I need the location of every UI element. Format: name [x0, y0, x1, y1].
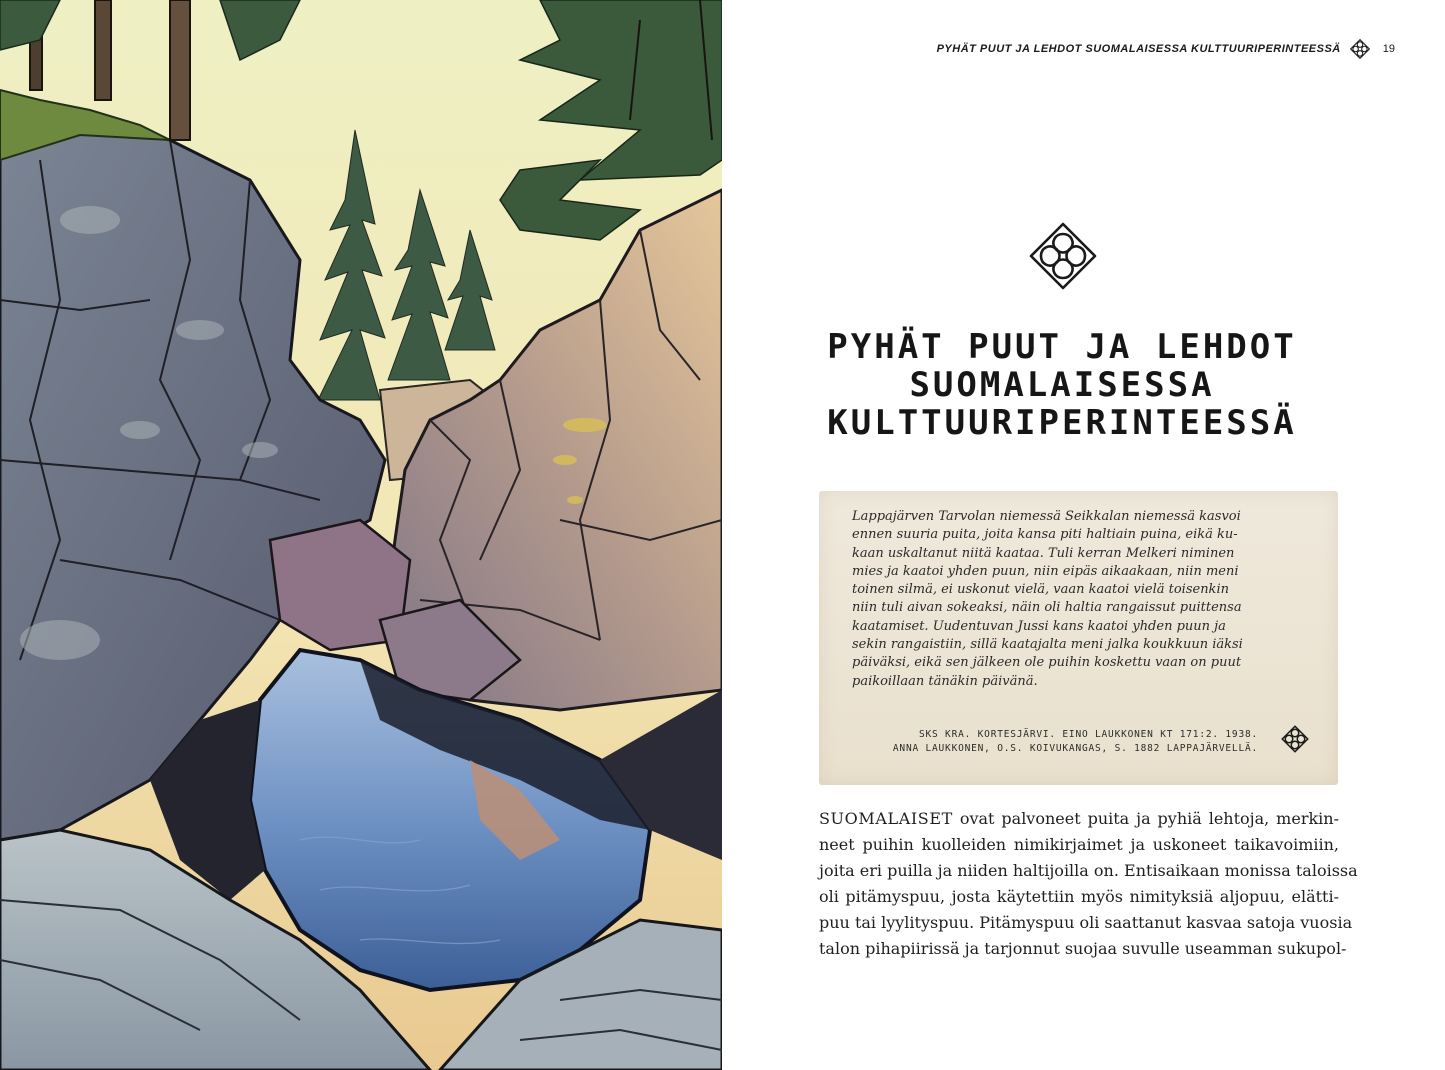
body-first-word: SUOMALAISET: [819, 809, 953, 828]
body-line: neet puihin kuolleiden nimikirjaimet ja uskoneet taikavoimiin,: [819, 835, 1339, 854]
folklore-quote-box: [819, 491, 1338, 785]
quote-line: niin tuli aivan sokeaksi, näin oli haltia rangaissut puittensa: [852, 600, 1242, 616]
body-line: talon pihapiirissä ja tarjonnut suojaa suvulle useamman sukupol-: [819, 939, 1347, 958]
quote-line: päiväksi, eikä sen jälkeen ole puihin koskettu vaan on puut: [852, 655, 1242, 671]
chapter-title: [782, 328, 1342, 442]
body-first-line-rest: ovat palvoneet puita ja pyhiä lehtoja, merkin-: [952, 809, 1339, 828]
body-line: [819, 806, 1339, 832]
quote-line: kaan uskaltanut niitä kaataa. Tuli kerran Melkeri niminen: [852, 545, 1235, 561]
page-number: 19: [1382, 43, 1395, 55]
quote-line: ennen suuria puita, joita kansa piti haltiain puina, eikä ku-: [852, 527, 1238, 543]
quote-text: [852, 508, 1322, 691]
running-head-title: PYHÄT PUUT JA LEHDOT SUOMALAISESSA KULTTUURIPERINTEESSÄ: [936, 43, 1341, 55]
body-line: puu tai lyylityspuu. Pitämyspuu oli saattanut kasvaa satoja vuosia: [819, 913, 1353, 932]
celtic-knot-icon: [1027, 220, 1099, 292]
forest-gorge-illustration: [0, 0, 722, 1070]
quote-line: kaatamiset. Uudentuvan Jussi kans kaatoi yhden puun ja: [852, 618, 1226, 634]
quote-line: Lappajärven Tarvolan niemessä Seikkalan niemessä kasvoi: [852, 509, 1241, 524]
quote-line: paikoillaan tänäkin päivänä.: [852, 673, 1038, 689]
chapter-title-line: KULTTUURIPERINTEESSÄ: [827, 403, 1297, 443]
text-page: [722, 0, 1445, 1070]
quote-line: sekin rangaistiin, sillä kaatajalta meni jalka koukkuun iäksi: [852, 637, 1243, 653]
quote-source: [893, 728, 1258, 756]
running-head: [937, 38, 1395, 60]
body-line: joita eri puilla ja niiden haltijoilla on. Entisaikaan monissa taloissa: [819, 861, 1358, 880]
quote-line: toinen silmä, ei uskonut vielä, vaan kaatoi vielä toisenkin: [852, 582, 1229, 598]
source-line: ANNA LAUKKONEN, O.S. KOIVUKANGAS, S. 1882 LAPPAJÄRVELLÄ.: [892, 743, 1258, 754]
chapter-title-line: PYHÄT PUUT JA LEHDOT: [827, 327, 1297, 367]
quote-line: mies ja kaatoi yhden puun, niin eipäs aikaakaan, niin meni: [852, 563, 1239, 579]
celtic-knot-icon: [1280, 724, 1310, 754]
celtic-knot-icon: [1349, 38, 1371, 60]
source-line: SKS KRA. KORTESJÄRVI. EINO LAUKKONEN KT 171:2. 1938.: [918, 729, 1258, 740]
body-text: [819, 806, 1358, 962]
chapter-title-line: SUOMALAISESSA: [909, 365, 1215, 405]
body-line: oli pitämyspuu, josta käytettiin myös nimityksiä aljopuu, elätti-: [819, 887, 1339, 906]
